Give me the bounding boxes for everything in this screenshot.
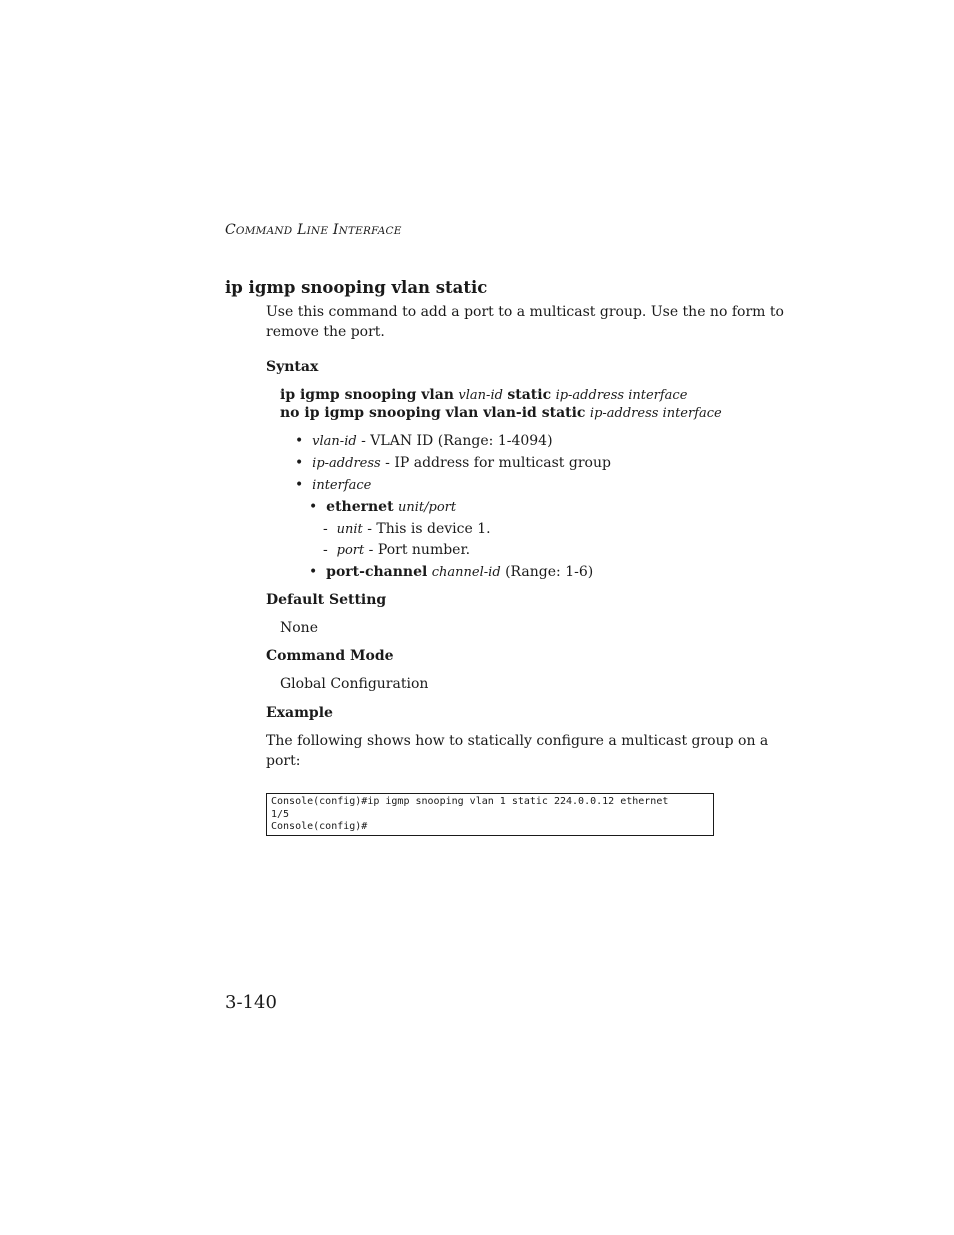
example-text-line-2: port: [266,753,301,769]
param-interface: • interface [295,477,372,493]
command-mode-value: Global Configuration [280,676,429,692]
example-text-line-1: The following shows how to statically configure a multicast group on a [266,733,769,749]
param-port: - port - Port number. [323,542,471,558]
param-vlan-id: • vlan-id - VLAN ID (Range: 1-4094) [295,433,553,449]
param-ip-address: • ip-address - IP address for multicast group [295,455,611,471]
param-unit: - unit - This is device 1. [323,521,491,537]
syntax-line-2: no ip igmp snooping vlan vlan-id static ip-address interface [280,405,722,421]
default-setting-heading: Default Setting [266,592,387,608]
page-number: 3-140 [225,992,277,1013]
running-head: COMMAND LINE INTERFACE [225,222,402,238]
example-code-block: Console(config)#ip igmp snooping vlan 1 static 224.0.0.12 ethernet 1/5 Console(config)# [266,793,714,836]
example-heading: Example [266,705,333,721]
default-setting-value: None [280,620,318,636]
syntax-line-1: ip igmp snooping vlan vlan-id static ip-address interface [280,387,688,403]
intro-line-1: Use this command to add a port to a multicast group. Use the no form to [266,304,784,320]
param-ethernet: • ethernet unit/port [309,499,457,515]
intro-line-2: remove the port. [266,324,385,340]
syntax-heading: Syntax [266,359,319,375]
command-mode-heading: Command Mode [266,648,394,664]
param-port-channel: • port-channel channel-id (Range: 1-6) [309,564,594,580]
section-title: ip igmp snooping vlan static [225,278,488,297]
